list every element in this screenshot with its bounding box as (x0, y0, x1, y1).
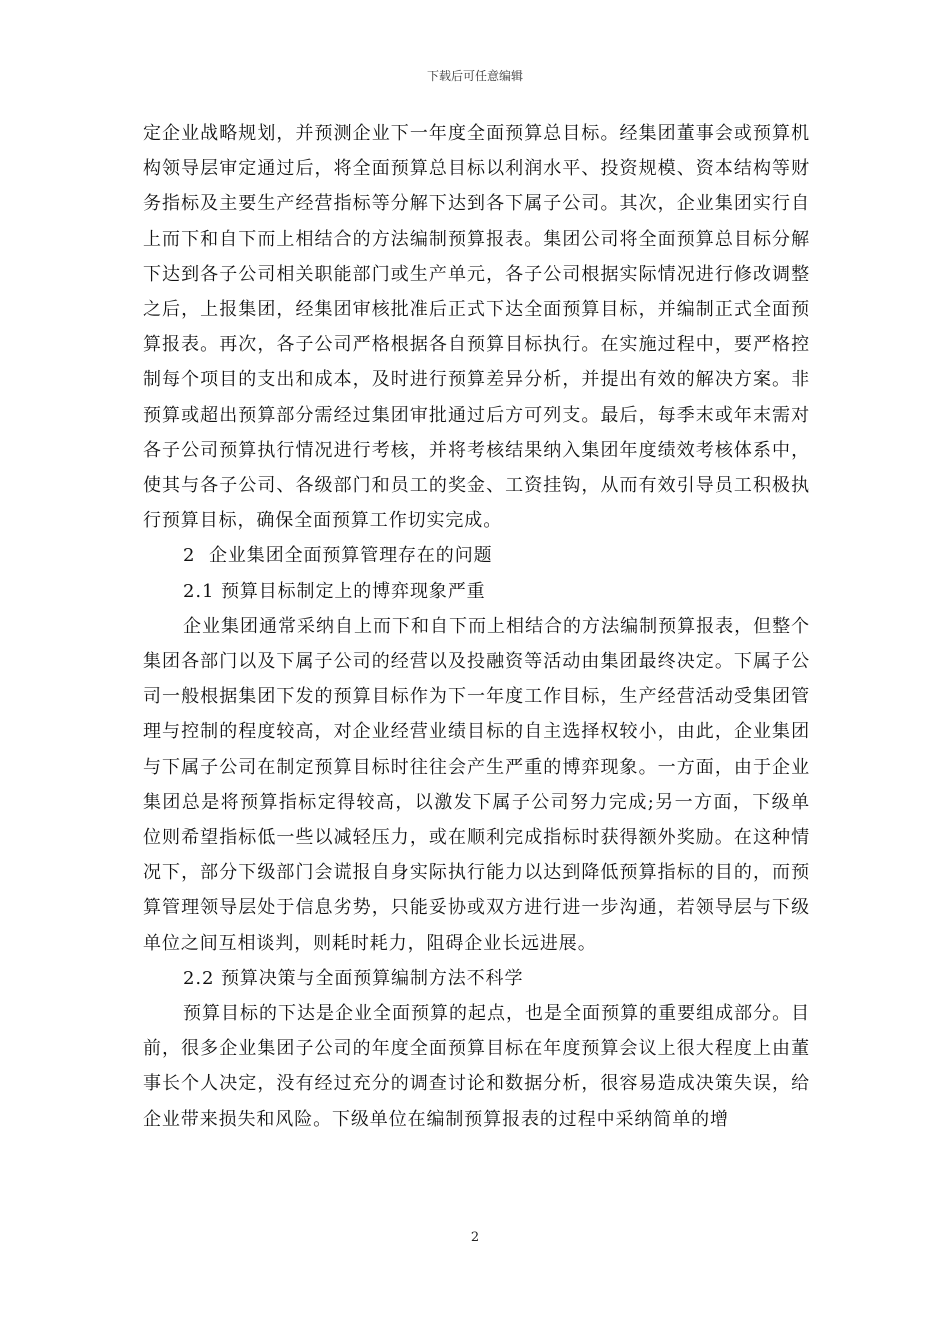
section-title: 企业集团全面预算管理存在的问题 (209, 545, 493, 567)
paragraph-2: 企业集团通常采纳自上而下和自下而上相结合的方法编制预算报表，但整个集团各部门以及下属子公司的经营以及投融资等活动由集团最终决定。下属子公司一般根据集团下发的预算目标作为下一年度工作目标，生产经营活动受集团管理与控制的程度较高，对企业经营业绩目标的自主选择权较小，由此，企业集团与下属子公司在制定预算目标时往往会产生严重的博弈现象。一方面，由于企业集团总是将预算指标定得较高，以激发下属子公司努力完成;另一方面，下级单位则希望指标低一些以减轻压力，或在顺利完成指标时获得额外奖励。在这种情况下，部分下级部门会谎报自身实际执行能力以达到降低预算指标的目的，而预算管理领导层处于信息劣势，只能妥协或双方进行进一步沟通，若领导层与下级单位之间互相谈判，则耗时耗力，阻碍企业长远进展。 (143, 615, 810, 954)
page-number: 2 (470, 1230, 480, 1245)
section-number: 2 (183, 545, 196, 567)
paragraph-3: 预算目标的下达是企业全面预算的起点，也是全面预算的重要组成部分。目前，很多企业集团子公司的年度全面预算目标在年度预算会议上很大程度上由董事长个人决定，没有经过充分的调查讨论和数据分析，很容易造成决策失误，给企业带来损失和风险。下级单位在编制预算报表的过程中采纳简单的增 (143, 1003, 810, 1130)
section-number: 2.1 (183, 580, 215, 602)
section-heading-2 (143, 538, 810, 573)
section-heading-2-2 (143, 961, 810, 996)
paragraph-1: 定企业战略规划，并预测企业下一年度全面预算总目标。经集团董事会或预算机构领导层审定通过后，将全面预算总目标以利润水平、投资规模、资本结构等财务指标及主要生产经营指标等分解下达到各下属子公司。其次，企业集团实行自上而下和自下而上相结合的方法编制预算报表。集团公司将全面预算总目标分解下达到各子公司相关职能部门或生产单元，各子公司根据实际情况进行修改调整之后，上报集团，经集团审核批准后正式下达全面预算目标，并编制正式全面预算报表。再次，各子公司严格根据各自预算目标执行。在实施过程中，要严格控制每个项目的支出和成本，及时进行预算差异分析，并提出有效的解决方案。非预算或超出预算部分需经过集团审批通过后方可列支。最后，每季末或年末需对各子公司预算执行情况进行考核，并将考核结果纳入集团年度绩效考核体系中，使其与各子公司、各级部门和员工的奖金、工资挂钩，从而有效引导员工积极执行预算目标，确保全面预算工作切实完成。 (143, 123, 810, 532)
document-body (143, 116, 810, 1137)
section-title: 预算决策与全面预算编制方法不科学 (220, 967, 524, 989)
page-header: 下载后可任意编辑 (426, 69, 523, 83)
section-title: 预算目标制定上的博弈现象严重 (220, 580, 486, 602)
section-heading-2-1 (143, 574, 810, 609)
section-number: 2.2 (183, 967, 215, 989)
